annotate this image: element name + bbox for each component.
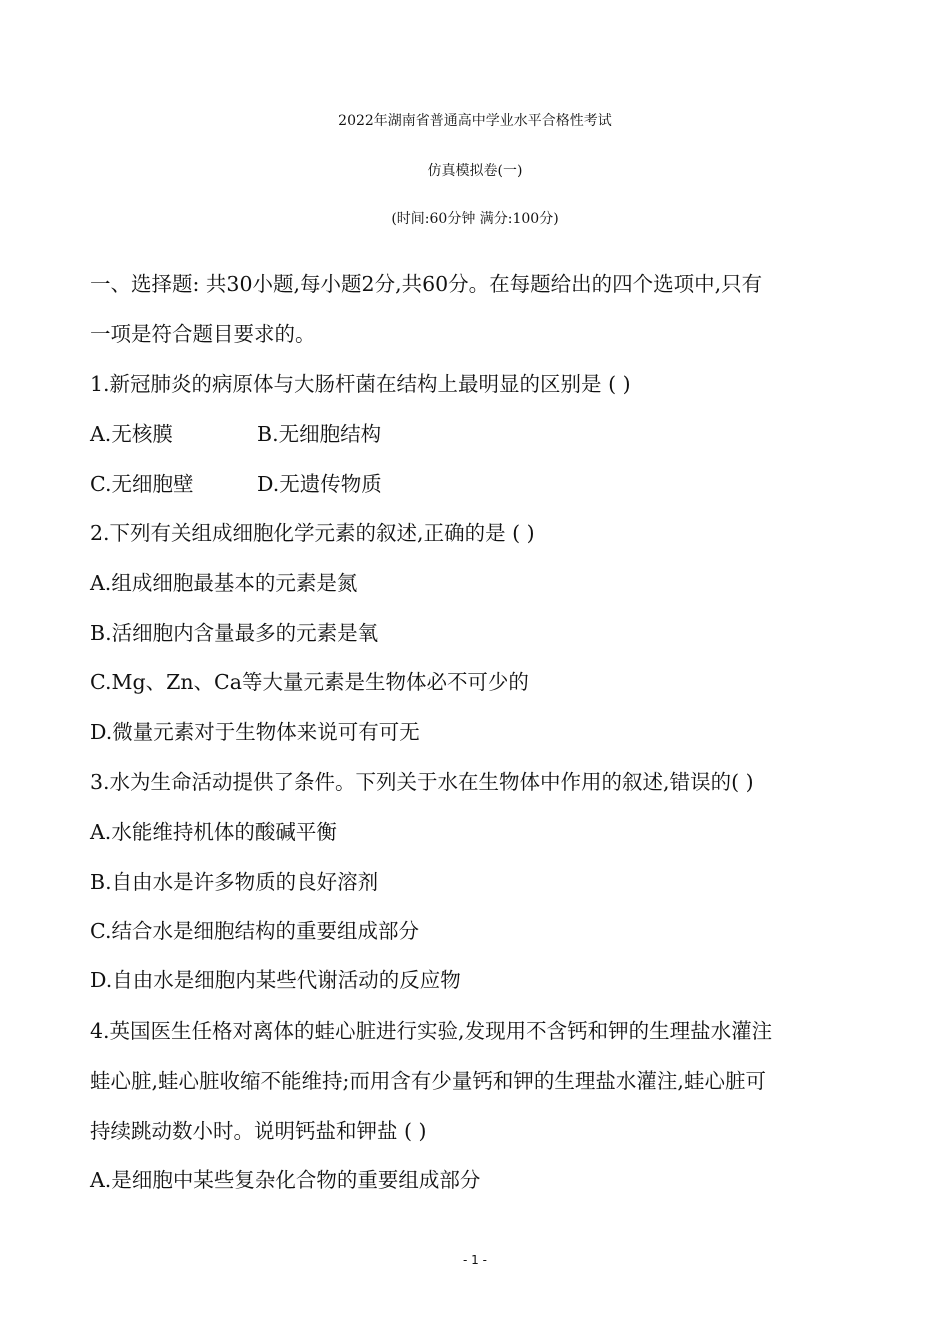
section-intro-line-1: 一、选择题: 共30小题,每小题2分,共60分。在每题给出的四个选项中,只有: [90, 272, 763, 296]
exam-time-score: (时间:60分钟 满分:100分): [391, 211, 559, 227]
question-3-stem: 3.水为生命活动提供了条件。下列关于水在生物体中作用的叙述,错误的( ): [90, 770, 754, 794]
question-1-option-a: A.无核膜: [90, 422, 173, 446]
question-4-stem-line-2: 蛙心脏,蛙心脏收缩不能维持;而用含有少量钙和钾的生理盐水灌注,蛙心脏可: [90, 1069, 766, 1093]
question-3-option-d: D.自由水是细胞内某些代谢活动的反应物: [90, 968, 461, 992]
page-number: - 1 -: [463, 1253, 487, 1267]
section-intro-line-2: 一项是符合题目要求的。: [90, 322, 316, 346]
question-2-stem: 2.下列有关组成细胞化学元素的叙述,正确的是 ( ): [90, 521, 535, 545]
question-2-option-c: C.Mg、Zn、Ca等大量元素是生物体必不可少的: [90, 670, 529, 694]
question-1-option-d: D.无遗传物质: [257, 472, 382, 496]
exam-subtitle: 仿真模拟卷(一): [427, 163, 523, 179]
question-1-option-b: B.无细胞结构: [257, 422, 382, 446]
question-1-stem: 1.新冠肺炎的病原体与大肠杆菌在结构上最明显的区别是 ( ): [90, 372, 631, 396]
question-3-option-b: B.自由水是许多物质的良好溶剂: [90, 870, 379, 894]
question-3-option-c: C.结合水是细胞结构的重要组成部分: [90, 919, 419, 943]
exam-title: 2022年湖南省普通高中学业水平合格性考试: [338, 113, 612, 129]
question-4-stem-line-3: 持续跳动数小时。说明钙盐和钾盐 ( ): [90, 1119, 427, 1143]
question-3-option-a: A.水能维持机体的酸碱平衡: [90, 820, 337, 844]
question-4-option-a: A.是细胞中某些复杂化合物的重要组成部分: [90, 1168, 481, 1192]
question-2-option-d: D.微量元素对于生物体来说可有可无: [90, 720, 420, 744]
question-1-option-c: C.无细胞壁: [90, 472, 194, 496]
question-4-stem-line-1: 4.英国医生任格对离体的蛙心脏进行实验,发现用不含钙和钾的生理盐水灌注: [90, 1019, 773, 1043]
question-2-option-a: A.组成细胞最基本的元素是氮: [90, 571, 358, 595]
question-2-option-b: B.活细胞内含量最多的元素是氧: [90, 621, 379, 645]
